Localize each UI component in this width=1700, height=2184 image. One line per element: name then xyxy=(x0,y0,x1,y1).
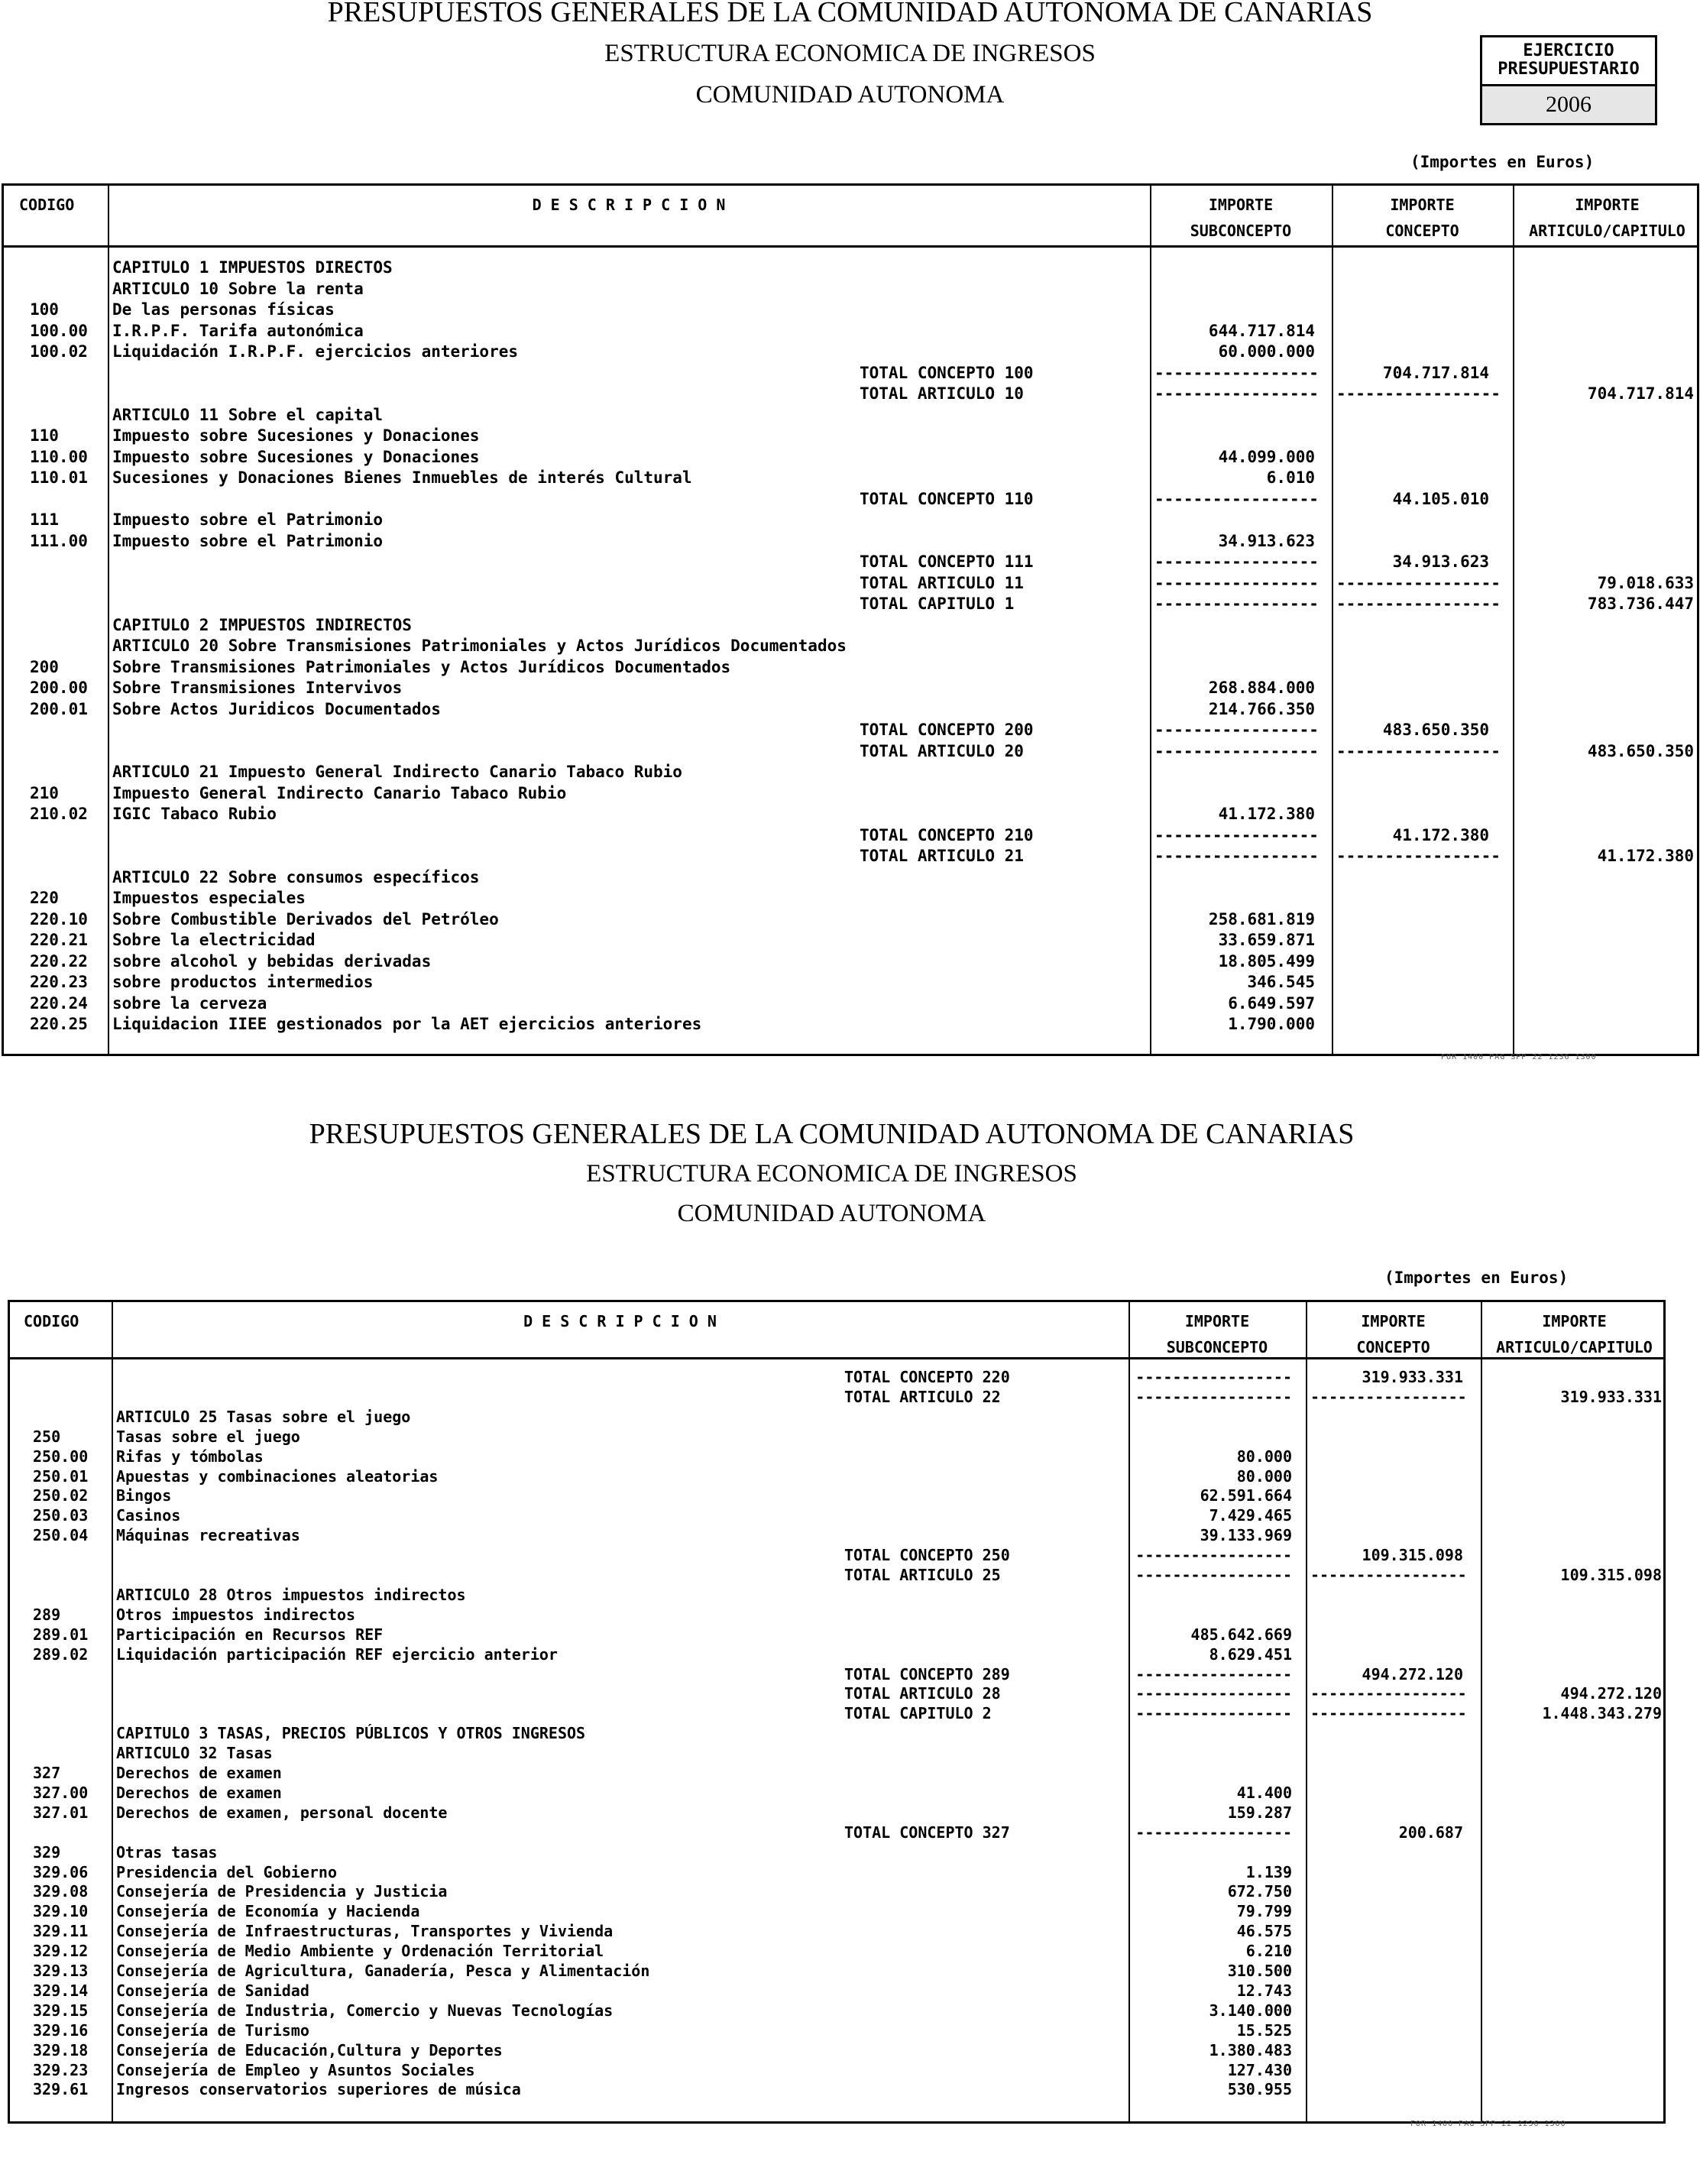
table-row xyxy=(10,2041,1663,2061)
table-row xyxy=(10,1388,1663,1408)
table-row xyxy=(4,657,1697,679)
units-note: (Importes en Euros) xyxy=(1410,153,1595,171)
row-code: 329.12 xyxy=(33,1942,89,1961)
table-row xyxy=(10,1704,1663,1724)
table-row xyxy=(10,1645,1663,1665)
row-importe-subconcepto: ----------------- xyxy=(1135,1664,1292,1683)
row-code: 327.00 xyxy=(33,1783,89,1802)
row-description: ARTICULO 25 Tasas sobre el juego xyxy=(116,1407,411,1426)
row-code: 250.00 xyxy=(33,1447,89,1466)
table-row xyxy=(4,930,1697,951)
row-code: 329.08 xyxy=(33,1882,89,1901)
row-description: I.R.P.F. Tarifa autonómica xyxy=(112,321,364,340)
row-importe-subconcepto: ----------------- xyxy=(1154,825,1319,844)
row-description: Impuesto sobre el Patrimonio xyxy=(112,510,384,529)
row-importe-subconcepto: 39.133.969 xyxy=(1200,1526,1292,1545)
row-code: 220.25 xyxy=(30,1015,88,1033)
row-importe-subconcepto: 1.790.000 xyxy=(1228,1015,1315,1033)
row-description: Impuesto General Indirecto Canario Tabaco Rubio xyxy=(112,783,567,802)
row-importe-subconcepto: 33.659.871 xyxy=(1218,931,1315,949)
table-row xyxy=(10,1486,1663,1506)
table-row xyxy=(10,1724,1663,1744)
row-importe-subconcepto: 62.591.664 xyxy=(1200,1486,1292,1505)
row-importe-subconcepto: ----------------- xyxy=(1135,1387,1292,1406)
row-code: 100.00 xyxy=(30,321,88,340)
table-row xyxy=(10,1764,1663,1784)
row-description: Consejería de Presidencia y Justicia xyxy=(116,1882,448,1901)
row-importe-subconcepto: 3.140.000 xyxy=(1209,2001,1292,2020)
table-row xyxy=(4,951,1697,973)
row-description: De las personas físicas xyxy=(112,300,335,319)
row-importe-subconcepto: 41.172.380 xyxy=(1218,805,1315,823)
col-header-articulo: IMPORTE ARTICULO/CAPITULO xyxy=(1496,1312,1653,1356)
row-description: Sucesiones y Donaciones Bienes Inmuebles de interés Cultural xyxy=(112,468,692,487)
table-row xyxy=(4,783,1697,805)
table-row xyxy=(4,972,1697,993)
row-importe-subconcepto: ----------------- xyxy=(1135,1823,1292,1842)
page-title: PRESUPUESTOS GENERALES DE LA COMUNIDAD AUTONOMA DE CANARIAS xyxy=(327,0,1373,28)
table-row xyxy=(10,1843,1663,1863)
row-total-label: TOTAL CONCEPTO 220 xyxy=(844,1368,1010,1386)
row-total-label: TOTAL ARTICULO 21 xyxy=(860,847,1024,865)
row-description: Sobre Transmisiones Patrimoniales y Actos Jurídicos Documentados xyxy=(112,657,731,676)
row-description: ARTICULO 32 Tasas xyxy=(116,1744,273,1763)
row-total-label: TOTAL CONCEPTO 111 xyxy=(860,552,1034,571)
row-total-label: TOTAL ARTICULO 22 xyxy=(844,1387,1001,1406)
row-description: CAPITULO 2 IMPUESTOS INDIRECTOS xyxy=(112,615,412,634)
row-code: 250.04 xyxy=(33,1526,89,1545)
table-row xyxy=(4,573,1697,595)
table-row xyxy=(10,1744,1663,1764)
row-importe-subconcepto: ----------------- xyxy=(1154,721,1319,739)
row-description: Rifas y tómbolas xyxy=(116,1447,264,1466)
row-importe-subconcepto: 80.000 xyxy=(1236,1466,1292,1486)
table-row xyxy=(10,1981,1663,2001)
row-code: 250.02 xyxy=(33,1486,89,1505)
table-row xyxy=(10,1962,1663,1981)
col-header-codigo: CODIGO xyxy=(19,196,75,214)
row-description: Consejería de Medio Ambiente y Ordenación Territorial xyxy=(116,1942,604,1961)
row-description: Ingresos conservatorios superiores de música xyxy=(116,2080,521,2099)
row-importe-subconcepto: ----------------- xyxy=(1135,1684,1292,1703)
row-description: Participación en Recursos REF xyxy=(116,1625,384,1644)
row-description: Consejería de Infraestructuras, Transportes y Vivienda xyxy=(116,1922,614,1941)
row-importe-concepto: ----------------- xyxy=(1336,741,1501,760)
row-importe-subconcepto: 268.884.000 xyxy=(1208,679,1315,697)
row-importe-concepto: ----------------- xyxy=(1336,595,1501,613)
row-code: 329.16 xyxy=(33,2020,89,2040)
table-row xyxy=(4,489,1697,510)
ejercicio-year: 2006 xyxy=(1482,86,1655,123)
row-importe-subconcepto: ----------------- xyxy=(1154,363,1319,382)
row-importe-subconcepto: 530.955 xyxy=(1227,2080,1292,2099)
row-importe-concepto: ----------------- xyxy=(1310,1387,1467,1406)
row-description: sobre productos intermedios xyxy=(112,973,374,991)
row-description: Presidencia del Gobierno xyxy=(116,1862,337,1881)
table-row xyxy=(4,510,1697,531)
row-description: Impuesto sobre Sucesiones y Donaciones xyxy=(112,447,480,466)
row-code: 329.61 xyxy=(33,2080,89,2099)
row-description: IGIC Tabaco Rubio xyxy=(112,805,277,823)
row-total-label: TOTAL CONCEPTO 250 xyxy=(844,1546,1010,1565)
table-row xyxy=(10,1467,1663,1487)
col-header-subconcepto: IMPORTE SUBCONCEPTO xyxy=(1166,1312,1268,1356)
table-row xyxy=(4,678,1697,699)
row-importe-subconcepto: ----------------- xyxy=(1154,595,1319,613)
row-code: 329.13 xyxy=(33,1962,89,1980)
table-row xyxy=(4,342,1697,363)
row-importe-concepto: 41.172.380 xyxy=(1392,825,1489,844)
row-code: 329.11 xyxy=(33,1922,89,1941)
table-row xyxy=(4,594,1697,615)
row-code: 110.01 xyxy=(30,468,88,487)
row-code: 329.15 xyxy=(33,2001,89,2020)
row-importe-articulo: 41.172.380 xyxy=(1597,847,1694,865)
row-description: Consejería de Sanidad xyxy=(116,1981,309,2000)
row-importe-subconcepto: 258.681.819 xyxy=(1208,909,1315,928)
table-row xyxy=(4,846,1697,867)
page-subtitle: ESTRUCTURA ECONOMICA DE INGRESOS xyxy=(586,1160,1077,1188)
table-row xyxy=(4,300,1697,321)
row-importe-subconcepto: 12.743 xyxy=(1236,1981,1292,2000)
row-total-label: TOTAL ARTICULO 28 xyxy=(844,1684,1001,1703)
table-row xyxy=(4,321,1697,342)
row-code: 329.18 xyxy=(33,2040,89,2059)
row-importe-subconcepto: 7.429.465 xyxy=(1209,1506,1292,1525)
row-code: 329.23 xyxy=(33,2060,89,2079)
row-importe-subconcepto: 8.629.451 xyxy=(1209,1644,1292,1664)
row-code: 329.14 xyxy=(33,1981,89,2000)
table-row xyxy=(4,636,1697,657)
row-importe-subconcepto: 6.649.597 xyxy=(1228,993,1315,1013)
col-header-codigo: CODIGO xyxy=(24,1312,79,1330)
col-header-concepto: IMPORTE CONCEPTO xyxy=(1385,196,1459,240)
table-row xyxy=(4,468,1697,489)
row-description: Bingos xyxy=(116,1486,172,1505)
row-description: Impuestos especiales xyxy=(112,889,306,907)
row-code: 200 xyxy=(30,657,59,676)
col-header-descripcion: D E S C R I P C I O N xyxy=(523,1312,717,1330)
row-importe-subconcepto: ----------------- xyxy=(1135,1546,1292,1565)
row-code: 220.22 xyxy=(30,951,88,970)
row-importe-subconcepto: ----------------- xyxy=(1154,573,1319,592)
row-importe-concepto: 200.687 xyxy=(1398,1823,1463,1842)
row-total-label: TOTAL ARTICULO 10 xyxy=(860,384,1024,403)
table-row xyxy=(10,1665,1663,1685)
table-row xyxy=(4,426,1697,447)
row-importe-subconcepto: 44.099.000 xyxy=(1218,447,1315,466)
row-description: Sobre Actos Juridicos Documentados xyxy=(112,699,441,718)
row-importe-subconcepto: 644.717.814 xyxy=(1208,321,1315,340)
row-code: 250.01 xyxy=(33,1466,89,1486)
table-row xyxy=(4,384,1697,405)
row-code: 200.00 xyxy=(30,679,88,697)
row-description: Sobre Combustible Derivados del Petróleo xyxy=(112,909,499,928)
row-importe-articulo: 483.650.350 xyxy=(1587,741,1694,760)
col-header-articulo: IMPORTE ARTICULO/CAPITULO xyxy=(1529,196,1685,240)
table-row xyxy=(10,1942,1663,1962)
page-subtitle: ESTRUCTURA ECONOMICA DE INGRESOS xyxy=(604,40,1096,67)
row-importe-subconcepto: ----------------- xyxy=(1154,489,1319,508)
row-importe-subconcepto: ----------------- xyxy=(1154,847,1319,865)
row-code: 289.01 xyxy=(33,1625,89,1644)
row-description: Impuesto sobre el Patrimonio xyxy=(112,531,384,550)
row-importe-subconcepto: ----------------- xyxy=(1154,384,1319,403)
entity-title: COMUNIDAD AUTONOMA xyxy=(695,81,1005,109)
table-row xyxy=(4,405,1697,426)
table-row xyxy=(4,1014,1697,1035)
row-importe-subconcepto: ----------------- xyxy=(1154,741,1319,760)
row-description: Otras tasas xyxy=(116,1842,218,1862)
table-row xyxy=(4,993,1697,1015)
table-row xyxy=(10,1586,1663,1606)
row-importe-concepto: ----------------- xyxy=(1336,573,1501,592)
row-importe-concepto: 494.272.120 xyxy=(1362,1664,1463,1683)
row-importe-subconcepto: 6.010 xyxy=(1266,468,1315,487)
table-row xyxy=(10,1506,1663,1526)
table-row xyxy=(10,1447,1663,1467)
table-row xyxy=(4,909,1697,931)
row-description: ARTICULO 21 Impuesto General Indirecto Canario Tabaco Rubio xyxy=(112,763,682,781)
table-row xyxy=(4,258,1697,279)
row-code: 111 xyxy=(30,510,59,529)
row-importe-concepto: 483.650.350 xyxy=(1382,721,1489,739)
row-code: 220.10 xyxy=(30,909,88,928)
row-description: Consejería de Economía y Hacienda xyxy=(116,1902,420,1921)
row-importe-subconcepto: 41.400 xyxy=(1236,1783,1292,1802)
row-code: 220 xyxy=(30,889,59,907)
page-title: PRESUPUESTOS GENERALES DE LA COMUNIDAD AUTONOMA DE CANARIAS xyxy=(309,1118,1355,1150)
row-total-label: TOTAL CONCEPTO 110 xyxy=(860,489,1034,508)
table-row xyxy=(10,1803,1663,1823)
row-description: Derechos de examen xyxy=(116,1783,282,1802)
row-description: Consejería de Industria, Comercio y Nuevas Tecnologías xyxy=(116,2001,614,2020)
table-row xyxy=(10,1566,1663,1586)
table-row xyxy=(4,699,1697,721)
row-description: sobre alcohol y bebidas derivadas xyxy=(112,951,432,970)
row-importe-subconcepto: 46.575 xyxy=(1236,1922,1292,1941)
table-row xyxy=(10,1784,1663,1803)
row-description: Apuestas y combinaciones aleatorias xyxy=(116,1466,439,1486)
row-description: ARTICULO 11 Sobre el capital xyxy=(112,405,384,424)
entity-title: COMUNIDAD AUTONOMA xyxy=(677,1200,986,1227)
row-description: Consejería de Educación,Cultura y Deportes xyxy=(116,2040,503,2059)
row-importe-articulo: 783.736.447 xyxy=(1587,595,1694,613)
row-code: 210 xyxy=(30,783,59,802)
row-description: Derechos de examen xyxy=(116,1764,282,1782)
row-importe-concepto: ----------------- xyxy=(1336,847,1501,865)
row-code: 210.02 xyxy=(30,805,88,823)
row-description: Tasas sobre el juego xyxy=(116,1427,300,1446)
row-importe-concepto: 34.913.623 xyxy=(1392,552,1489,571)
row-importe-subconcepto: 80.000 xyxy=(1236,1447,1292,1466)
row-importe-articulo: 79.018.633 xyxy=(1597,573,1694,592)
row-description: Liquidación participación REF ejercicio anterior xyxy=(116,1644,558,1664)
table-row xyxy=(4,804,1697,825)
table-row xyxy=(4,867,1697,889)
row-description: CAPITULO 1 IMPUESTOS DIRECTOS xyxy=(112,258,393,277)
row-total-label: TOTAL CONCEPTO 289 xyxy=(844,1664,1010,1683)
row-code: 200.01 xyxy=(30,699,88,718)
table-row xyxy=(10,1922,1663,1942)
row-description: Consejería de Turismo xyxy=(116,2020,309,2040)
table-row xyxy=(10,1684,1663,1704)
table-row xyxy=(10,1863,1663,1883)
row-importe-articulo: 704.717.814 xyxy=(1587,384,1694,403)
row-importe-subconcepto: ----------------- xyxy=(1135,1704,1292,1723)
row-importe-subconcepto: 1.380.483 xyxy=(1209,2040,1292,2059)
table-row xyxy=(4,552,1697,573)
table-row xyxy=(10,1625,1663,1645)
row-importe-subconcepto: 1.139 xyxy=(1245,1862,1292,1881)
row-code: 289.02 xyxy=(33,1644,89,1664)
table-row xyxy=(10,2021,1663,2041)
row-importe-subconcepto: ----------------- xyxy=(1135,1566,1292,1584)
row-description: CAPITULO 3 TASAS, PRECIOS PÚBLICOS Y OTROS INGRESOS xyxy=(116,1724,586,1743)
row-description: Otros impuestos indirectos xyxy=(116,1605,356,1624)
row-total-label: TOTAL CONCEPTO 100 xyxy=(860,363,1034,382)
ejercicio-box xyxy=(1480,35,1657,125)
row-description: Liquidacion IIEE gestionados por la AET ejercicios anteriores xyxy=(112,1015,702,1033)
row-code: 110 xyxy=(30,426,59,445)
row-importe-subconcepto: 485.642.669 xyxy=(1190,1625,1292,1644)
row-description: Consejería de Agricultura, Ganadería, Pesca y Alimentación xyxy=(116,1962,650,1980)
table-row xyxy=(10,1408,1663,1427)
row-description: ARTICULO 20 Sobre Transmisiones Patrimoniales y Actos Jurídicos Documentados xyxy=(112,637,847,655)
row-description: ARTICULO 10 Sobre la renta xyxy=(112,279,364,298)
row-importe-subconcepto: 127.430 xyxy=(1227,2060,1292,2079)
row-description: Sobre Transmisiones Intervivos xyxy=(112,679,403,697)
row-code: 110.00 xyxy=(30,447,88,466)
row-importe-concepto: ----------------- xyxy=(1336,384,1501,403)
row-importe-articulo: 1.448.343.279 xyxy=(1542,1704,1662,1723)
table-row xyxy=(4,720,1697,741)
row-total-label: TOTAL CONCEPTO 200 xyxy=(860,721,1034,739)
row-code: 250 xyxy=(33,1427,61,1446)
col-header-concepto: IMPORTE CONCEPTO xyxy=(1356,1312,1430,1356)
row-importe-concepto: ----------------- xyxy=(1310,1566,1467,1584)
row-importe-subconcepto: 79.799 xyxy=(1236,1902,1292,1921)
row-importe-subconcepto: 672.750 xyxy=(1227,1882,1292,1901)
row-importe-concepto: 109.315.098 xyxy=(1362,1546,1463,1565)
row-total-label: TOTAL CAPITULO 1 xyxy=(860,595,1015,613)
row-total-label: TOTAL ARTICULO 20 xyxy=(860,741,1024,760)
row-importe-concepto: 319.933.331 xyxy=(1362,1368,1463,1386)
table-row xyxy=(4,762,1697,783)
table-row xyxy=(10,1368,1663,1388)
budget-table-page-1 xyxy=(2,183,1699,1056)
row-importe-subconcepto: 60.000.000 xyxy=(1218,342,1315,361)
table-row xyxy=(10,1902,1663,1922)
row-description: ARTICULO 28 Otros impuestos indirectos xyxy=(116,1585,466,1604)
table-row xyxy=(4,825,1697,847)
units-note: (Importes en Euros) xyxy=(1384,1269,1569,1287)
row-description: Liquidación I.R.P.F. ejercicios anteriores xyxy=(112,342,519,361)
table-row xyxy=(4,615,1697,637)
row-importe-concepto: ----------------- xyxy=(1310,1684,1467,1703)
row-total-label: TOTAL ARTICULO 11 xyxy=(860,573,1024,592)
table-row xyxy=(10,1606,1663,1625)
row-code: 327 xyxy=(33,1764,61,1782)
row-code: 329.06 xyxy=(33,1862,89,1881)
table-row xyxy=(4,447,1697,468)
row-importe-subconcepto: 159.287 xyxy=(1227,1803,1292,1822)
row-importe-articulo: 494.272.120 xyxy=(1560,1684,1662,1703)
row-importe-subconcepto: 34.913.623 xyxy=(1218,531,1315,550)
row-importe-concepto: ----------------- xyxy=(1310,1704,1467,1723)
row-code: 220.24 xyxy=(30,993,88,1013)
row-code: 100.02 xyxy=(30,342,88,361)
row-code: 327.01 xyxy=(33,1803,89,1822)
table-row xyxy=(10,1823,1663,1843)
table-row xyxy=(10,1882,1663,1902)
row-importe-articulo: 109.315.098 xyxy=(1560,1566,1662,1584)
table-row xyxy=(10,1526,1663,1546)
row-code: 220.23 xyxy=(30,973,88,991)
table-row xyxy=(10,2061,1663,2081)
row-code: 111.00 xyxy=(30,531,88,550)
row-importe-subconcepto: ----------------- xyxy=(1154,552,1319,571)
col-header-descripcion: D E S C R I P C I O N xyxy=(532,196,726,214)
table-row xyxy=(4,741,1697,763)
row-importe-subconcepto: ----------------- xyxy=(1135,1368,1292,1386)
row-total-label: TOTAL CAPITULO 2 xyxy=(844,1704,992,1723)
row-total-label: TOTAL CONCEPTO 327 xyxy=(844,1823,1010,1842)
row-importe-subconcepto: 6.210 xyxy=(1245,1942,1292,1961)
budget-table-page-2 xyxy=(8,1300,1666,2124)
row-code: 329.10 xyxy=(33,1902,89,1921)
row-importe-subconcepto: 214.766.350 xyxy=(1208,699,1315,718)
row-importe-subconcepto: 310.500 xyxy=(1227,1962,1292,1980)
table-row xyxy=(10,2001,1663,2021)
row-description: Máquinas recreativas xyxy=(116,1526,300,1545)
ejercicio-label: EJERCICIO PRESUPUESTARIO xyxy=(1482,37,1655,86)
footer-code: FOR 1400 PAG SPP 22 1236 1300 xyxy=(1410,2120,1566,2128)
row-importe-subconcepto: 18.805.499 xyxy=(1218,951,1315,970)
row-code: 100 xyxy=(30,300,59,319)
table-row xyxy=(10,1427,1663,1447)
col-header-subconcepto: IMPORTE SUBCONCEPTO xyxy=(1190,196,1292,240)
row-total-label: TOTAL ARTICULO 25 xyxy=(844,1566,1001,1584)
table-row xyxy=(4,888,1697,909)
row-importe-concepto: 44.105.010 xyxy=(1392,489,1489,508)
row-description: Impuesto sobre Sucesiones y Donaciones xyxy=(112,426,480,445)
row-description: Derechos de examen, personal docente xyxy=(116,1803,448,1822)
row-total-label: TOTAL CONCEPTO 210 xyxy=(860,825,1034,844)
row-code: 329 xyxy=(33,1842,61,1862)
row-description: ARTICULO 22 Sobre consumos específicos xyxy=(112,867,480,886)
row-importe-concepto: 704.717.814 xyxy=(1382,363,1489,382)
row-description: sobre la cerveza xyxy=(112,993,267,1013)
row-description: Casinos xyxy=(116,1506,181,1525)
table-row xyxy=(10,2080,1663,2100)
footer-code: FOR 1400 PAG SPP 22 1236 1300 xyxy=(1441,1053,1597,1061)
row-importe-subconcepto: 346.545 xyxy=(1247,973,1315,991)
row-code: 220.21 xyxy=(30,931,88,949)
row-description: Sobre la electricidad xyxy=(112,931,316,949)
row-code: 250.03 xyxy=(33,1506,89,1525)
table-row xyxy=(4,363,1697,384)
row-description: Consejería de Empleo y Asuntos Sociales xyxy=(116,2060,475,2079)
row-code: 289 xyxy=(33,1605,61,1624)
row-importe-articulo: 319.933.331 xyxy=(1560,1387,1662,1406)
row-importe-subconcepto: 15.525 xyxy=(1236,2020,1292,2040)
table-row xyxy=(4,279,1697,300)
table-row xyxy=(4,531,1697,552)
table-row xyxy=(10,1546,1663,1566)
